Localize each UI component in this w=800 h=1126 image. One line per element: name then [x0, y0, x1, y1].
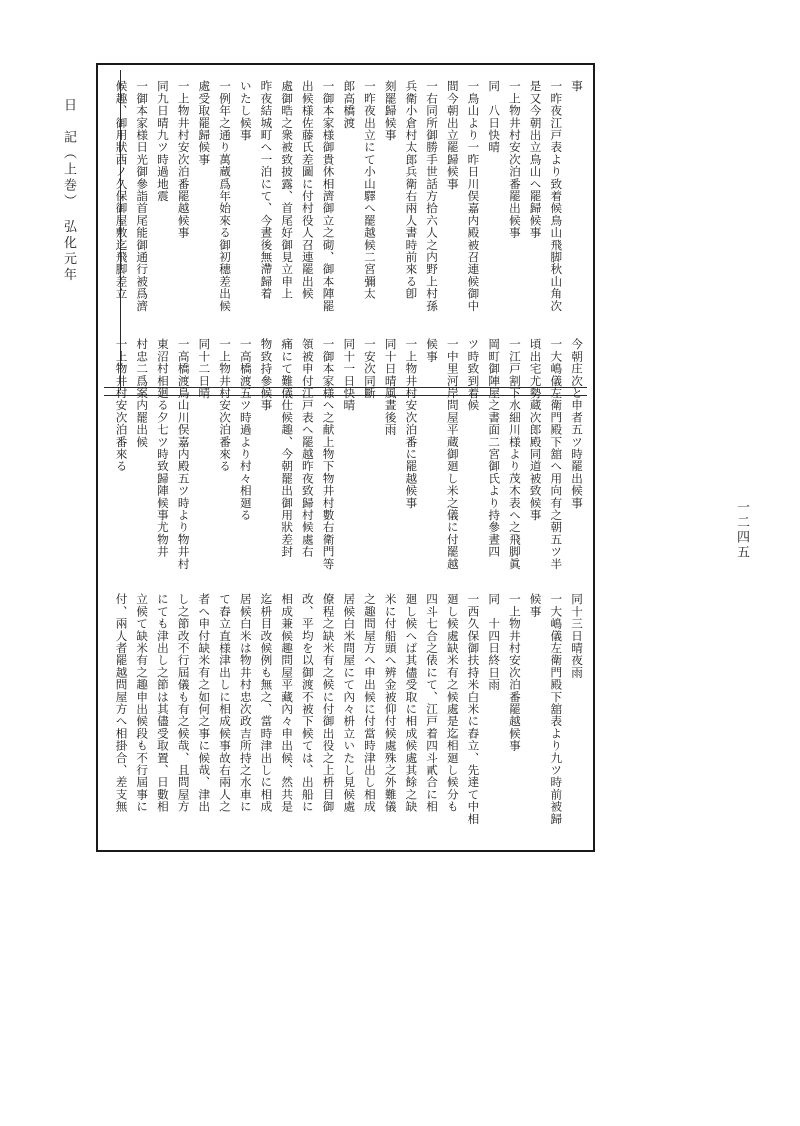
- text-line: 出候様佐藤氏差圖に付村役人召連罷出候: [300, 80, 315, 300]
- text-line: 處受取罷歸候事: [197, 80, 212, 166]
- text-line: にても津出し之節は其儘受取置、日數相: [155, 593, 170, 813]
- text-line: 一上物井村安次泊番罷越候事: [176, 80, 191, 239]
- text-block-top-right: [114, 80, 587, 314]
- text-line: 迄枡目改候例も無之、當時津出しに相成: [259, 593, 274, 813]
- text-line: 同十三日晴夜雨: [570, 593, 584, 679]
- text-line: 一大嶋儀左衛門殿下舘表より九ツ時前被歸: [549, 593, 564, 825]
- text-block-top-left: [114, 338, 587, 583]
- text-line: 一御本家様へ之献上物下物井村數右衛門等: [321, 338, 336, 570]
- text-line: 相成兼候趣問屋平藏內々申出候、然共是: [280, 593, 295, 813]
- text-line: 一上物井村安次泊番罷越候事: [507, 593, 522, 752]
- text-line: 同 八日快晴: [487, 80, 502, 154]
- text-line: ツ時致到着候: [466, 338, 481, 412]
- text-line: 同九日晴九ツ時過地震: [155, 80, 170, 202]
- text-block-bottom: [114, 593, 587, 843]
- text-line: 一上物井村安次泊番に罷越候事: [404, 338, 419, 509]
- running-header: 日 記（上巻） 弘化元年: [61, 98, 76, 284]
- text-line: 付、兩人者罷越問屋方へ相掛合、差支無: [114, 593, 129, 813]
- text-line: 立候て缺米有之趣申出候段も不行屆事に: [135, 593, 150, 813]
- text-line: 物致持參候事: [259, 338, 274, 412]
- text-line: 兵衛小倉村太郎兵衛右兩人書時前來る卽: [404, 80, 419, 300]
- text-line: 一高橋渡鳥山川俣嘉内殿五ツ時より物井村: [176, 338, 191, 570]
- text-line: 一御本家様日光御參詣首尾能御通行被爲濟: [135, 80, 150, 312]
- text-line: 候趣、御用狀西ノ久保御屋敷迄飛脚差立: [114, 80, 129, 300]
- text-line: 一右同所御勝手世話方拾六人之内野上村孫: [425, 80, 440, 312]
- text-line: 郎高橋渡: [342, 80, 357, 129]
- text-line: 一上物井村安次泊番來る: [218, 338, 233, 473]
- text-line: 同 十四日終日雨: [487, 593, 502, 691]
- text-line: 之趣問屋方へ申出候に付當時津出し相成: [362, 593, 377, 813]
- text-line: 候事: [528, 593, 543, 618]
- text-line: 米に付船頭へ辨金被仰付候處殊之外難儀: [383, 593, 398, 813]
- text-line: 頃出宅尤勢蔵次郎殿同道被致候事: [528, 338, 543, 521]
- text-line: 同十一日快晴: [342, 338, 357, 412]
- text-line: 痛にて難儀仕候趣、今朝罷出御用狀差封: [280, 338, 295, 558]
- text-line: 者へ申付缺米有之如何之事に候哉、津出: [197, 593, 212, 813]
- text-line: て舂立直様津出しに相成候事故右兩人之: [218, 593, 233, 813]
- text-line: 領被申付江戸表へ罷越昨夜致歸村候處右: [300, 338, 315, 558]
- text-line: 候事: [425, 338, 440, 363]
- text-line: 一昨夜江戸表より致着候鳥山飛脚秋山角次: [549, 80, 564, 312]
- text-line: 一昨夜出立にて小山驛へ罷越候二宮彌太: [362, 80, 377, 300]
- text-line: 僚程之缺米有之候に付御出役之上枡目御: [321, 593, 336, 813]
- text-line: 改、平均を以御渡不被下候ては、出船に: [300, 593, 315, 813]
- text-line: いたし候事: [238, 80, 253, 141]
- page-number: 一二四五: [734, 500, 749, 560]
- text-line: 居候白米問屋にて內々枡立いたし見候處: [342, 593, 357, 813]
- text-line: 處御晧之衆被致披露、首尾好御見立申上: [280, 80, 295, 300]
- text-line: 一鳥山より一昨日川俣嘉内殿被召連候御中: [466, 80, 481, 312]
- text-line: 一中里河岸問屋平蔵御廻し米之儀に付罷越: [445, 338, 460, 570]
- text-line: 東沼村相廻る夕七ツ時致歸陣候事尤物井: [155, 338, 170, 558]
- text-line: 居候白米は物井村忠次政吉所持之水車に: [238, 593, 253, 813]
- text-line: 一上物井村安次泊番罷出候事: [507, 80, 522, 239]
- text-line: 岡町御陣屋之書面二宮御氏より持參晝四: [487, 338, 502, 558]
- text-line: 村忠二爲案内罷出候: [135, 338, 150, 448]
- text-line: 刻罷歸候事: [383, 80, 398, 141]
- text-line: し之節改不行屆儀も有之候哉、且問屋方: [176, 593, 191, 813]
- text-line: 是又今朝出立鳥山へ罷歸候事: [528, 80, 543, 239]
- text-line: 廻し候へば其儘受取に相成候處其餘之缺: [404, 593, 419, 813]
- text-line: 一西久保御扶持米白米に舂立、先達て中相: [466, 593, 481, 825]
- text-line: 事: [570, 80, 584, 93]
- text-line: 同十二日晴: [197, 338, 212, 399]
- text-line: 廻し候處缺米有之候處是迄相廻し候分も: [445, 593, 460, 813]
- text-line: 同十日晴風晝後雨: [383, 338, 398, 436]
- text-line: 昨夜結城町へ一泊にて、今晝後無滯歸着: [259, 80, 274, 300]
- text-line: 一江戸割下水細川様より茂木表へ之飛脚眞: [507, 338, 522, 570]
- text-line: 四斗七合之俵にて、江戸着四斗貳合に相: [425, 593, 440, 813]
- text-line: 一上物井村安次泊番來る: [114, 338, 129, 473]
- text-line: 今朝庄次と申者五ツ時罷出候事: [570, 338, 584, 509]
- text-line: 一安次同斷: [362, 338, 377, 399]
- text-line: 一例年之通り萬蔵爲年始來る御初穗差出候: [218, 80, 233, 312]
- text-line: 間今朝出立罷歸候事: [445, 80, 460, 190]
- text-line: 一大嶋儀左衛門殿下舘へ用向有之朝五ツ半: [549, 338, 564, 570]
- text-line: 一御本家様御貴休相濟御立之砌、御本陣罷: [321, 80, 336, 312]
- text-line: 一高橋渡五ツ時過より村々相廻る: [238, 338, 253, 521]
